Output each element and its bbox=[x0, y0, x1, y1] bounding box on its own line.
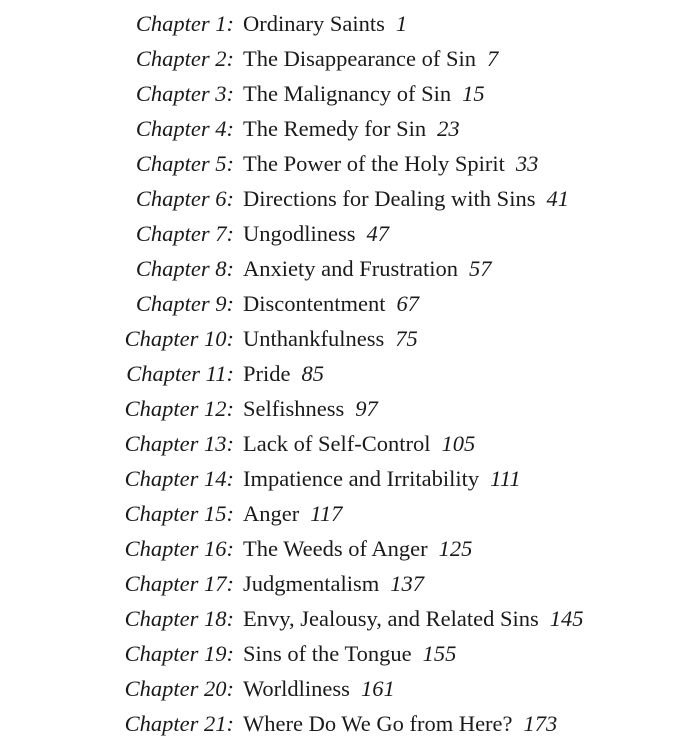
toc-entry-20 bbox=[0, 671, 685, 706]
chapter-title: The Malignancy of Sin bbox=[243, 81, 452, 106]
chapter-label: Chapter 1: bbox=[135, 11, 234, 36]
toc-entry-1 bbox=[0, 6, 685, 41]
chapter-title: Judgmentalism bbox=[243, 571, 380, 596]
chapter-title: Anger bbox=[243, 501, 300, 526]
chapter-page-number: 47 bbox=[366, 221, 389, 246]
chapter-page-number: 23 bbox=[437, 116, 460, 141]
chapter-page-number: 137 bbox=[390, 571, 424, 596]
chapter-label: Chapter 21: bbox=[124, 711, 234, 736]
toc-entry-10 bbox=[0, 321, 685, 356]
toc-entry-3 bbox=[0, 76, 685, 111]
toc-entry-7 bbox=[0, 216, 685, 251]
chapter-page-number: 173 bbox=[523, 711, 558, 736]
toc-entry-9 bbox=[0, 286, 685, 321]
chapter-title: The Remedy for Sin bbox=[243, 116, 427, 141]
chapter-title: The Disappearance of Sin bbox=[243, 46, 477, 71]
chapter-title: Where Do We Go from Here? bbox=[243, 711, 513, 736]
chapter-title: Pride bbox=[243, 361, 291, 386]
chapter-page-number: 155 bbox=[422, 641, 457, 666]
chapter-page-number: 97 bbox=[355, 396, 378, 421]
toc-entry-14 bbox=[0, 461, 685, 496]
chapter-label: Chapter 18: bbox=[124, 606, 234, 631]
chapter-title: Ordinary Saints bbox=[243, 11, 385, 36]
chapter-label: Chapter 15: bbox=[124, 501, 234, 526]
chapter-title: Sins of the Tongue bbox=[243, 641, 412, 666]
table-of-contents bbox=[0, 6, 685, 741]
chapter-label: Chapter 6: bbox=[135, 186, 234, 211]
chapter-title: Impatience and Irritability bbox=[243, 466, 480, 491]
chapter-label: Chapter 12: bbox=[124, 396, 234, 421]
chapter-page-number: 125 bbox=[438, 536, 473, 561]
chapter-title: The Power of the Holy Spirit bbox=[243, 151, 505, 176]
chapter-label: Chapter 20: bbox=[124, 676, 234, 701]
toc-entry-16 bbox=[0, 531, 685, 566]
toc-entry-13 bbox=[0, 426, 685, 461]
chapter-title: Selfishness bbox=[243, 396, 345, 421]
chapter-title: Envy, Jealousy, and Related Sins bbox=[243, 606, 539, 631]
toc-entry-5 bbox=[0, 146, 685, 181]
chapter-label: Chapter 19: bbox=[124, 641, 234, 666]
chapter-page-number: 15 bbox=[462, 81, 485, 106]
chapter-page-number: 41 bbox=[546, 186, 569, 211]
chapter-page-number: 117 bbox=[310, 501, 343, 526]
toc-entry-15 bbox=[0, 496, 685, 531]
chapter-label: Chapter 17: bbox=[124, 571, 234, 596]
toc-entry-8 bbox=[0, 251, 685, 286]
chapter-label: Chapter 5: bbox=[135, 151, 234, 176]
chapter-page-number: 161 bbox=[360, 676, 395, 701]
chapter-page-number: 33 bbox=[515, 151, 539, 176]
chapter-page-number: 145 bbox=[549, 606, 584, 631]
chapter-title: Directions for Dealing with Sins bbox=[243, 186, 536, 211]
chapter-title: Anxiety and Frustration bbox=[243, 256, 458, 281]
chapter-label: Chapter 7: bbox=[135, 221, 234, 246]
toc-entry-21 bbox=[0, 706, 685, 741]
chapter-label: Chapter 16: bbox=[124, 536, 234, 561]
chapter-label: Chapter 14: bbox=[124, 466, 234, 491]
chapter-page-number: 1 bbox=[395, 11, 408, 36]
chapter-title: Worldliness bbox=[243, 676, 350, 701]
chapter-page-number: 75 bbox=[395, 326, 418, 351]
chapter-title: The Weeds of Anger bbox=[243, 536, 428, 561]
toc-entry-17 bbox=[0, 566, 685, 601]
toc-entry-19 bbox=[0, 636, 685, 671]
chapter-label: Chapter 8: bbox=[135, 256, 234, 281]
chapter-title: Ungodliness bbox=[243, 221, 356, 246]
chapter-label: Chapter 2: bbox=[135, 46, 234, 71]
chapter-label: Chapter 10: bbox=[124, 326, 234, 351]
chapter-label: Chapter 3: bbox=[135, 81, 234, 106]
chapter-page-number: 105 bbox=[441, 431, 476, 456]
chapter-page-number: 57 bbox=[468, 256, 492, 281]
toc-entry-11 bbox=[0, 356, 685, 391]
toc-entry-18 bbox=[0, 601, 685, 636]
toc-entry-4 bbox=[0, 111, 685, 146]
chapter-label: Chapter 9: bbox=[135, 291, 234, 316]
chapter-title: Lack of Self-Control bbox=[243, 431, 431, 456]
chapter-label: Chapter 11: bbox=[126, 361, 234, 386]
chapter-page-number: 111 bbox=[490, 466, 521, 491]
chapter-title: Unthankfulness bbox=[243, 326, 385, 351]
toc-entry-12 bbox=[0, 391, 685, 426]
chapter-label: Chapter 4: bbox=[135, 116, 234, 141]
chapter-title: Discontentment bbox=[243, 291, 386, 316]
chapter-label: Chapter 13: bbox=[124, 431, 234, 456]
chapter-page-number: 67 bbox=[396, 291, 419, 316]
chapter-page-number: 85 bbox=[301, 361, 324, 386]
toc-entry-2 bbox=[0, 41, 685, 76]
toc-entry-6 bbox=[0, 181, 685, 216]
chapter-page-number: 7 bbox=[487, 46, 499, 71]
